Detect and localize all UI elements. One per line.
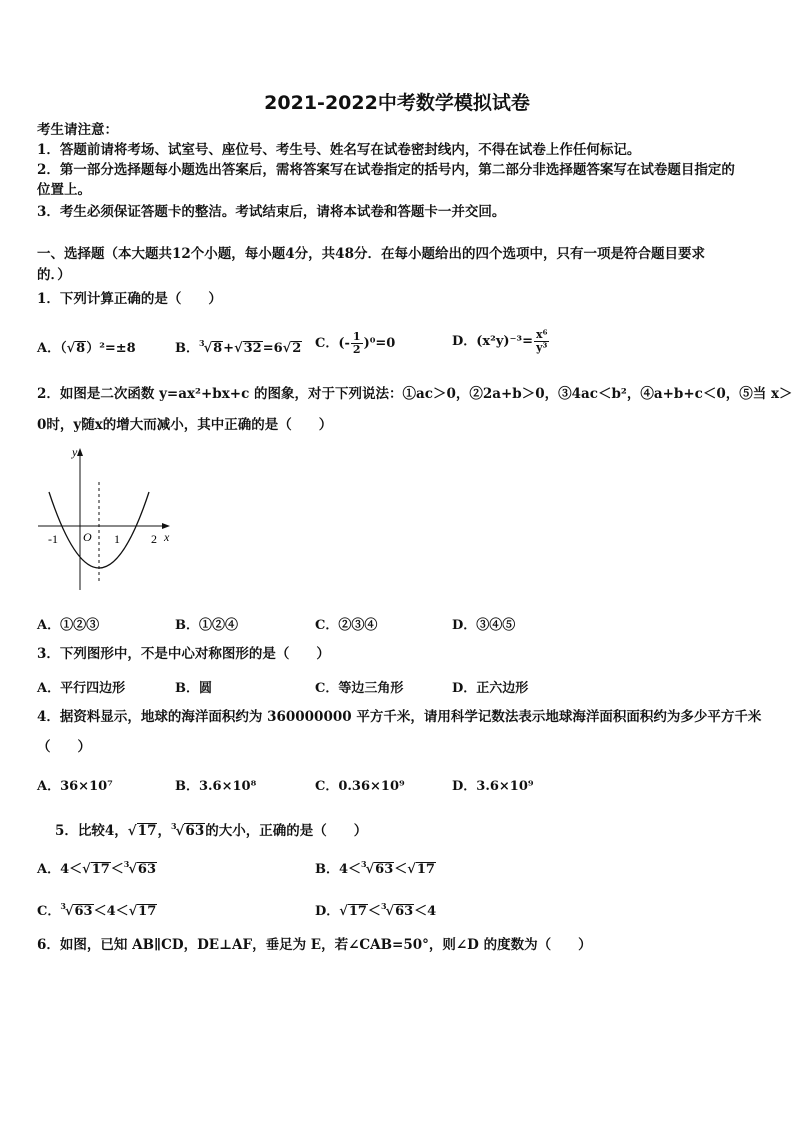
q1-option-c: C．(- $\frac{1}{2}$ )⁰=0: [315, 330, 396, 356]
q3-option-c: C．等边三角形: [315, 681, 404, 696]
parabola-graph: [36, 444, 176, 594]
q3-option-b: B．圆: [175, 681, 212, 696]
notice-item-1: 1．答题前请将考场、试室号、座位号、考生号、姓名写在试卷密封线内，不得在试卷上作任何标记。: [37, 142, 641, 158]
section-heading: 一、选择题（本大题共12个小题，每小题4分，共48分．在每小题给出的四个选项中，只有一项是符合题目要求: [37, 246, 705, 262]
page-title: 2021-2022中考数学模拟试卷: [264, 92, 530, 114]
q1-option-b: B．$^3$√8+√32=6√2: [175, 338, 302, 356]
tick-label-1: 1: [114, 532, 120, 546]
notice-item-2: 2．第一部分选择题每小题选出答案后，需将答案写在试卷指定的括号内，第二部分非选择题答案写在试卷题目指定的: [37, 162, 735, 178]
q5-option-b: B．4＜$^3$√63＜√17: [315, 859, 435, 877]
q4-stem-line1: 4．据资料显示，地球的海洋面积约为 360000000 平方千米，请用科学记数法表示地球海洋面积面积约为多少平方千米: [37, 709, 762, 725]
notice-item-3: 3．考生必须保证答题卡的整洁。考试结束后，请将本试卷和答题卡一并交回。: [37, 204, 506, 220]
q2-option-a: A．①②③: [37, 618, 100, 633]
q5-stem: 5．比较4，√17，$^3$√63的大小，正确的是（ ）: [55, 821, 368, 839]
q2-stem-line1: 2．如图是二次函数 y=ax²+bx+c 的图象，对于下列说法：①ac＞0，②2a+b＞0，③4ac＜b²，④a+b+c＜0，⑤当 x＞: [37, 386, 793, 402]
q3-stem: 3．下列图形中，不是中心对称图形的是（ ）: [37, 646, 330, 662]
x-axis-arrow: [162, 523, 170, 529]
x-axis-label: x: [164, 530, 170, 544]
q3-option-a: A．平行四边形: [37, 681, 126, 696]
notice-heading: 考生请注意：: [37, 122, 118, 138]
q2-option-d: D．③④⑤: [452, 618, 516, 633]
section-heading-cont: 的．）: [37, 267, 71, 283]
tick-label-neg1: -1: [48, 532, 58, 546]
q5-option-c: C．$^3$√63＜4＜√17: [37, 901, 157, 919]
tick-label-2: 2: [151, 532, 157, 546]
q5-option-a: A．4＜√17＜$^3$√63: [37, 859, 157, 877]
q4-option-a: A．36×10⁷: [37, 779, 113, 794]
q4-option-d: D．3.6×10⁹: [452, 779, 534, 794]
q6-stem: 6．如图，已知 AB∥CD，DE⊥AF，垂足为 E，若∠CAB=50°，则∠D 的度数为（ ）: [37, 937, 592, 953]
q4-option-c: C．0.36×10⁹: [315, 779, 405, 794]
q2-option-b: B．①②④: [175, 618, 238, 633]
q2-option-c: C．②③④: [315, 618, 378, 633]
q4-option-b: B．3.6×10⁸: [175, 779, 257, 794]
origin-label: O: [83, 530, 92, 544]
q5-option-d: D．√17＜$^3$√63＜4: [315, 901, 437, 919]
q1-stem: 1．下列计算正确的是（ ）: [37, 291, 222, 307]
notice-item-2-cont: 位置上。: [37, 182, 91, 198]
y-axis-arrow: [77, 448, 83, 456]
q1-option-a: A．（√8）²=±8: [37, 341, 136, 356]
q2-stem-line2: 0时，y随x的增大而减小，其中正确的是（ ）: [37, 417, 333, 433]
q4-stem-line2: （ ）: [37, 739, 91, 755]
q1-option-d: D．(x²y)⁻³= $\frac{\text{x⁶}}{\text{y³}}$: [452, 328, 548, 354]
y-axis-label: y: [72, 445, 78, 459]
q3-option-d: D．正六边形: [452, 681, 529, 696]
